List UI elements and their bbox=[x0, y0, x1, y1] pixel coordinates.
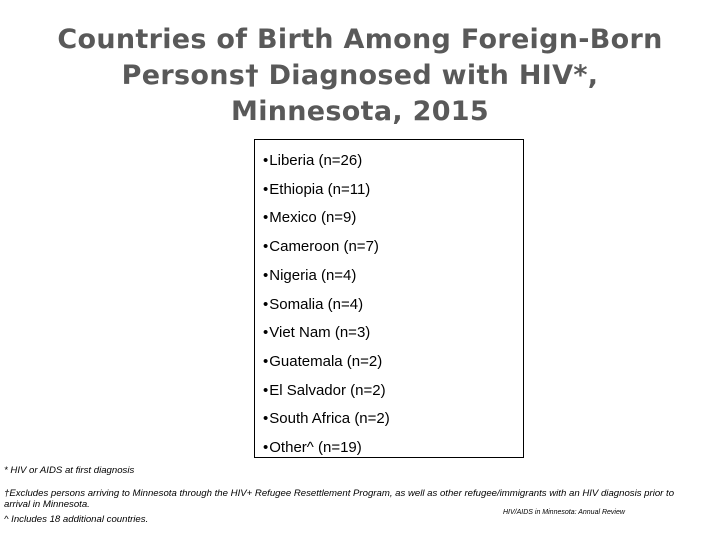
country-label: Other^ (n=19) bbox=[269, 439, 362, 457]
list-item bbox=[263, 204, 390, 233]
list-item bbox=[263, 405, 390, 434]
country-label: Somalia (n=4) bbox=[269, 295, 364, 313]
list-item bbox=[263, 176, 390, 205]
country-label: South Africa (n=2) bbox=[269, 410, 390, 428]
list-item bbox=[263, 434, 390, 463]
bullet-icon: • bbox=[263, 352, 269, 370]
country-label: Liberia (n=26) bbox=[269, 152, 363, 169]
bullet-icon: • bbox=[263, 152, 269, 169]
bullet-icon: • bbox=[263, 381, 269, 399]
bullet-icon: • bbox=[263, 209, 269, 227]
country-list-box bbox=[254, 139, 524, 458]
bullet-icon: • bbox=[263, 410, 269, 428]
country-label: Mexico (n=9) bbox=[269, 209, 357, 227]
title-line-2: Persons† Diagnosed with HIV*, bbox=[121, 60, 599, 91]
list-item bbox=[263, 291, 390, 320]
list-item bbox=[263, 319, 390, 348]
footnote-hiv: * HIV or AIDS at first diagnosis bbox=[4, 465, 135, 476]
source-citation: HIV/AIDS in Minnesota: Annual Review bbox=[503, 509, 625, 516]
country-label: Nigeria (n=4) bbox=[269, 266, 357, 284]
bullet-icon: • bbox=[263, 295, 269, 313]
bullet-icon: • bbox=[263, 266, 269, 284]
country-label: El Salvador (n=2) bbox=[269, 381, 386, 399]
list-item bbox=[263, 377, 390, 406]
title-line-3: Minnesota, 2015 bbox=[231, 96, 489, 127]
bullet-icon: • bbox=[263, 324, 269, 342]
slide-title bbox=[0, 22, 720, 130]
country-list bbox=[263, 147, 390, 463]
footnote-excludes: †Excludes persons arriving to Minnesota through the HIV+ Refugee Resettlement Program, as well as other refugee/immigrants with an HIV diagnosis prior to arrival in Minnesota. bbox=[4, 488, 675, 510]
list-item bbox=[263, 147, 390, 176]
bullet-icon: • bbox=[263, 439, 269, 457]
list-item bbox=[263, 348, 390, 377]
bullet-icon: • bbox=[263, 238, 269, 256]
list-item bbox=[263, 233, 390, 262]
country-label: Cameroon (n=7) bbox=[269, 238, 379, 256]
country-label: Guatemala (n=2) bbox=[269, 352, 383, 370]
country-label: Ethiopia (n=11) bbox=[269, 180, 371, 198]
title-line-1: Countries of Birth Among Foreign-Born bbox=[57, 24, 663, 55]
country-label: Viet Nam (n=3) bbox=[269, 324, 371, 342]
list-item bbox=[263, 262, 390, 291]
bullet-icon: • bbox=[263, 180, 269, 198]
footnote-other-countries: ^ Includes 18 additional countries. bbox=[4, 514, 149, 525]
